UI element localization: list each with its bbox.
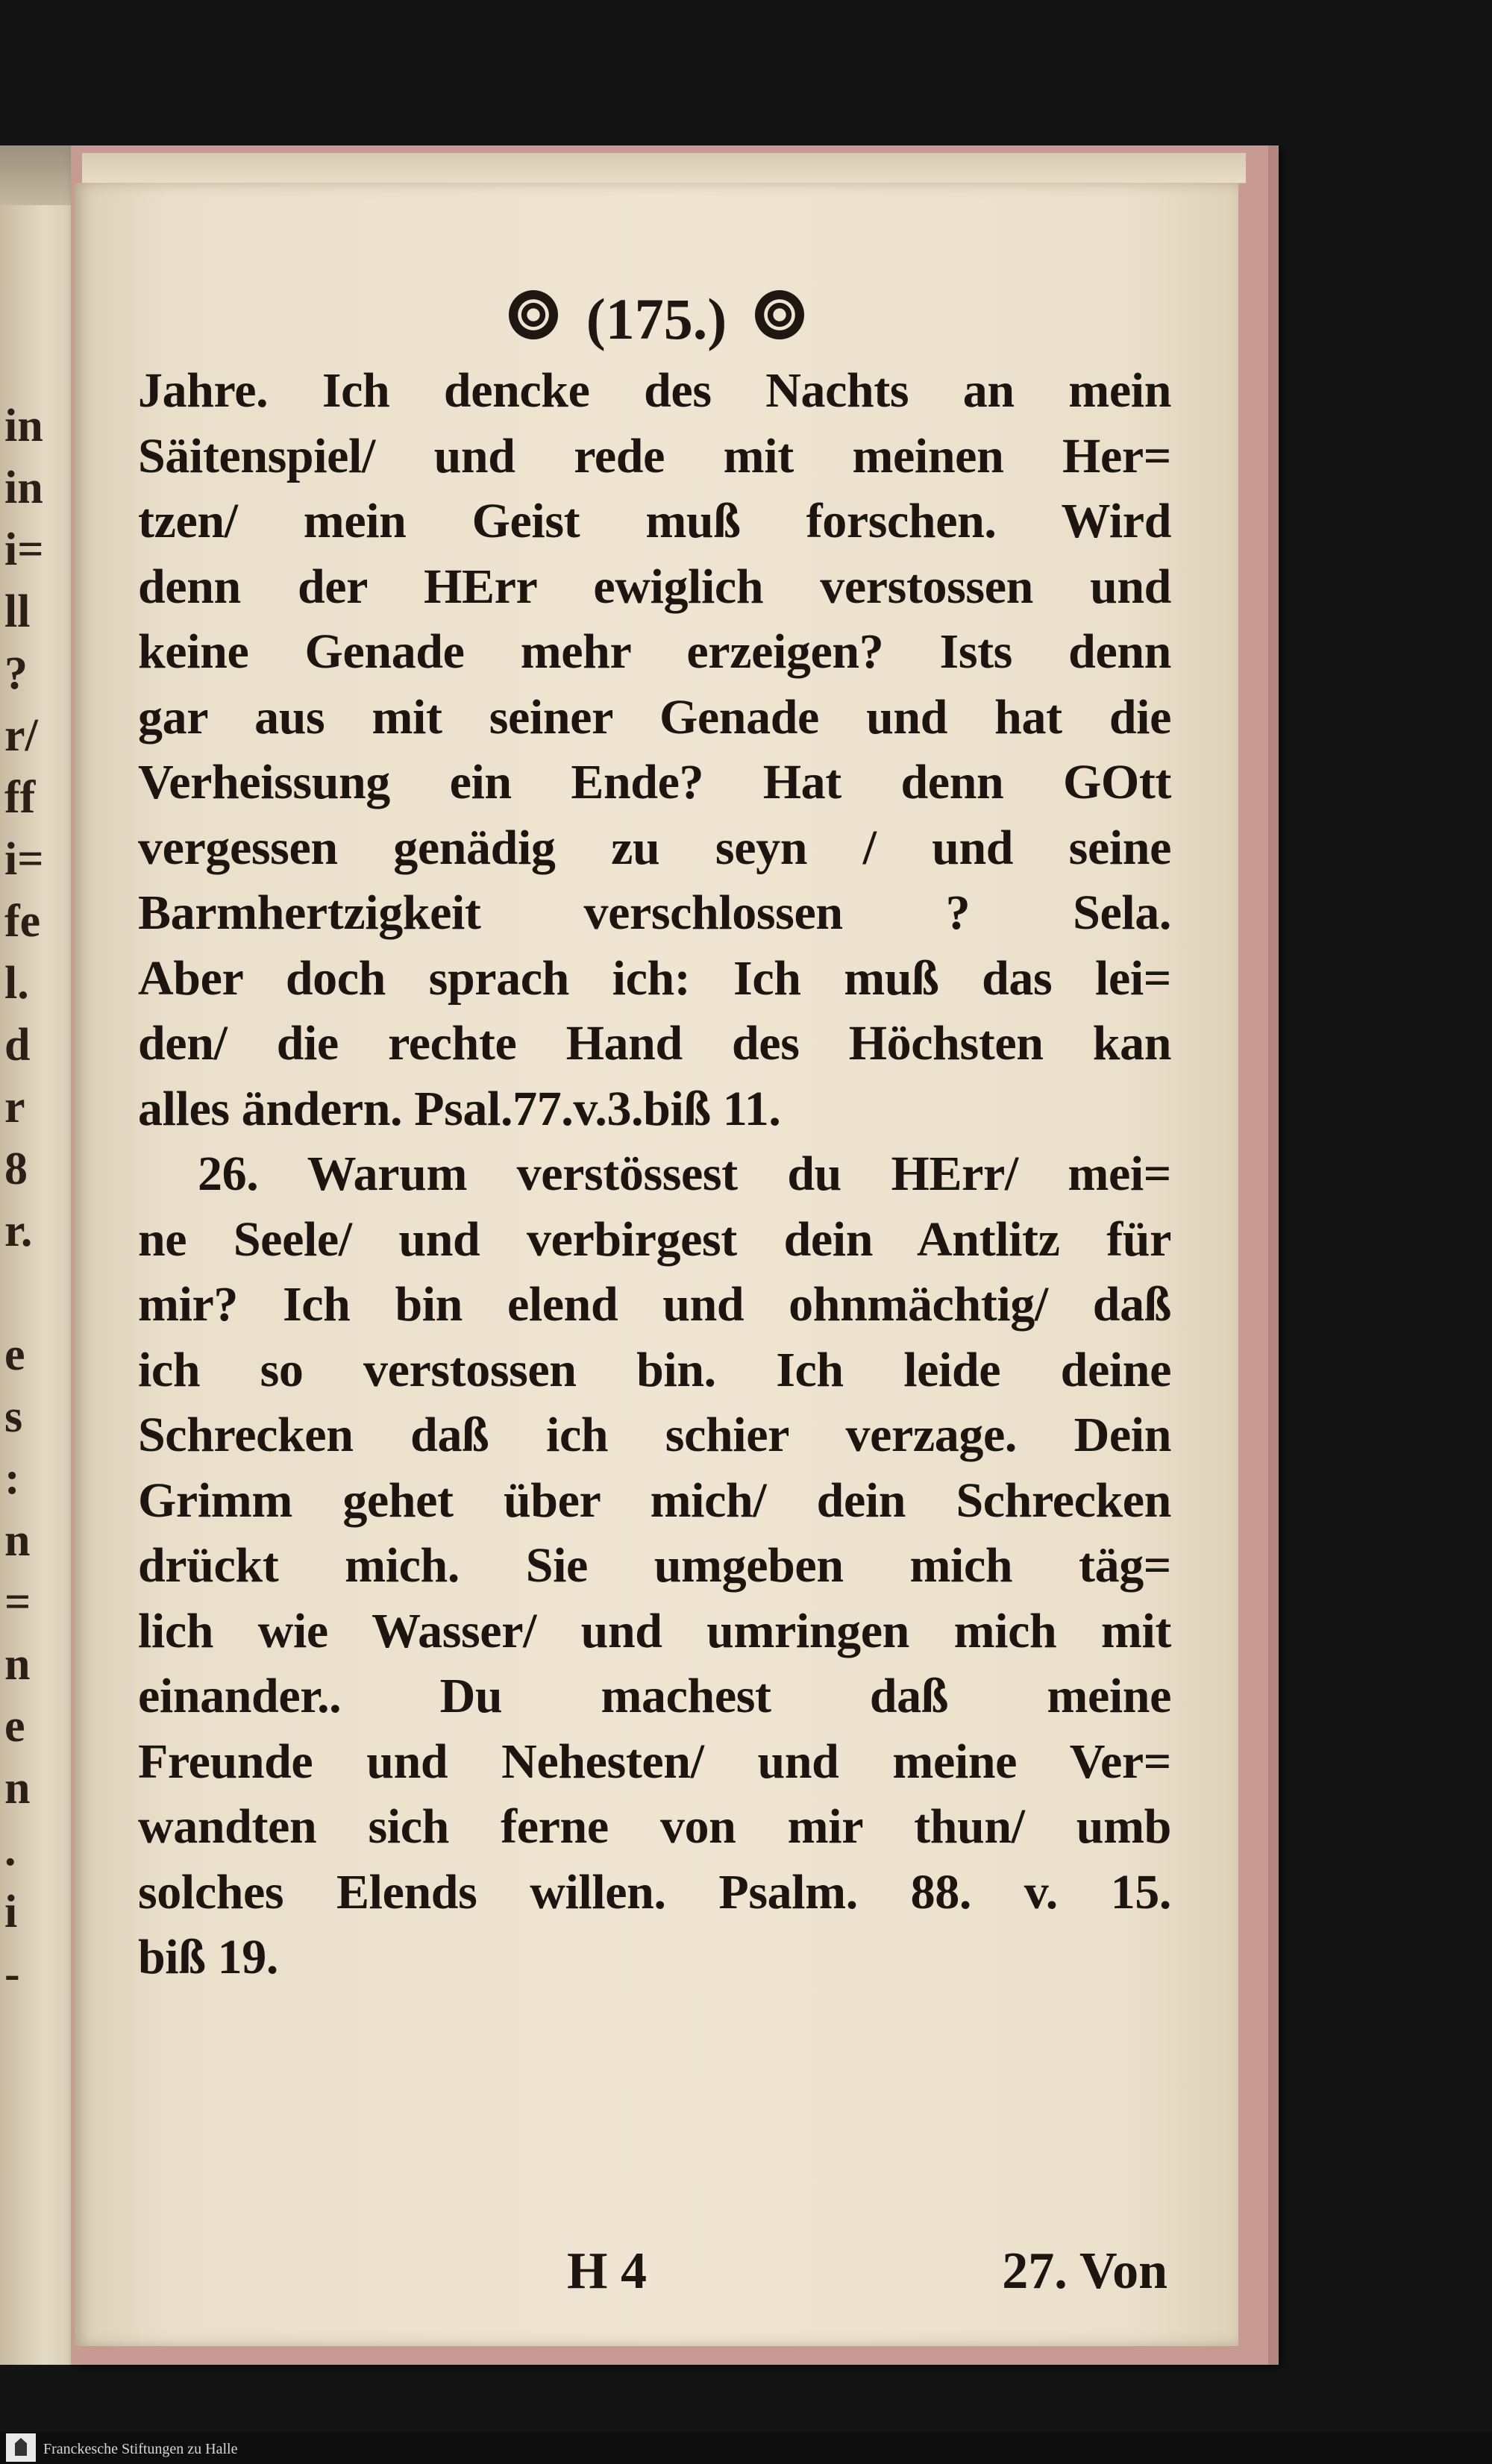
institution-logo-icon [6, 2433, 36, 2462]
left-page-fragment: ff [4, 772, 36, 823]
flower-ornament-icon [755, 290, 804, 339]
page-number: (175.) [586, 286, 727, 352]
text-line: vergessen genädig zu seyn / und seine [138, 820, 1171, 875]
left-page-fragment: r. [4, 1206, 33, 1256]
text-line: keine Genade mehr erzeigen? Ists denn [138, 624, 1171, 679]
left-page-fragment: s [4, 1391, 23, 1442]
text-line: tzen/ mein Geist muß forschen. Wird [138, 494, 1171, 548]
left-page-fragment: = [4, 1577, 31, 1628]
left-page-fragment: in [4, 463, 43, 513]
page-top-edge [82, 153, 1246, 184]
text-line: Grimm gehet über mich/ dein Schrecken [138, 1473, 1171, 1528]
text-line: Aber doch sprach ich: Ich muß das lei= [138, 950, 1171, 1006]
text-line: alles ändern. Psal.77.v.3.biß 11. [138, 1081, 781, 1136]
left-page-fragment: i= [4, 834, 44, 885]
left-page-fragment: fe [4, 896, 41, 947]
text-line: Verheissung ein Ende? Hat denn GOtt [138, 755, 1171, 809]
left-page-fragment: ? [4, 648, 28, 699]
text-line: biß 19. [138, 1930, 278, 1984]
text-line: Jahre. Ich dencke des Nachts an mein [138, 363, 1171, 418]
text-line: ne Seele/ und verbirgest dein Antlitz für [138, 1211, 1171, 1267]
left-page-fragment: ll [4, 586, 31, 637]
signature-mark: H 4 [567, 2242, 647, 2300]
left-page-fragment: n [4, 1639, 31, 1690]
page-header [75, 280, 1238, 353]
left-page-fragment: n [4, 1763, 31, 1813]
text-line: Freunde und Nehesten/ und meine Ver= [138, 1734, 1171, 1789]
left-page-fragment: r [4, 1082, 25, 1132]
text-line: wandten sich ferne von mir thun/ umb [138, 1799, 1171, 1854]
page-footer [75, 2242, 1238, 2309]
book-page [75, 183, 1238, 2346]
left-page-fragment: r/ [4, 710, 38, 761]
catchword: 27. Von [1002, 2242, 1167, 2300]
left-page-fragment: . [4, 1825, 16, 1875]
text-line: einander.. Du machest daß meine [138, 1669, 1171, 1723]
left-page-fragment: e [4, 1329, 25, 1380]
text-line: Schrecken daß ich schier verzage. Dein [138, 1408, 1171, 1462]
left-page-fragment: 8 [4, 1144, 28, 1194]
text-line: drückt mich. Sie umgeben mich täg= [138, 1538, 1171, 1593]
left-page-fragment: : [4, 1453, 20, 1504]
left-page-text-fragments [4, 395, 72, 2005]
text-line: solches Elends willen. Psalm. 88. v. 15. [138, 1864, 1171, 1919]
text-line: denn der HErr ewiglich verstossen und [138, 559, 1171, 614]
text-line: Barmhertzigkeit verschlossen ? Sela. [138, 885, 1171, 940]
institution-label: Franckesche Stiftungen zu Halle [43, 2441, 238, 2457]
left-page-fragment: l. [4, 958, 29, 1009]
left-page-fragment: in [4, 401, 43, 451]
text-line: ich so verstossen bin. Ich leide deine [138, 1342, 1171, 1397]
left-page-fragment: d [4, 1020, 31, 1070]
left-page-fragment: - [4, 1949, 20, 1999]
left-page-fragment: n [4, 1515, 31, 1566]
text-line: gar aus mit seiner Genade und hat die [138, 689, 1171, 744]
text-line: mir? Ich bin elend und ohnmächtig/ daß [138, 1277, 1171, 1332]
left-page-fragment [4, 1262, 72, 1324]
text-line: Säitenspiel/ und rede mit meinen Her= [138, 428, 1171, 483]
text-line: lich wie Wasser/ und umringen mich mit [138, 1603, 1171, 1658]
left-page-fragment: i [4, 1887, 18, 1937]
left-page-fragment: e [4, 1701, 25, 1752]
text-line: 26. Warum verstössest du HErr/ mei= [198, 1147, 1171, 1201]
page-body-text [138, 358, 1171, 1990]
left-page [0, 149, 76, 2365]
flower-ornament-icon [509, 290, 558, 339]
text-line: den/ die rechte Hand des Höchsten kan [138, 1016, 1171, 1070]
left-page-fragment: i= [4, 524, 44, 575]
